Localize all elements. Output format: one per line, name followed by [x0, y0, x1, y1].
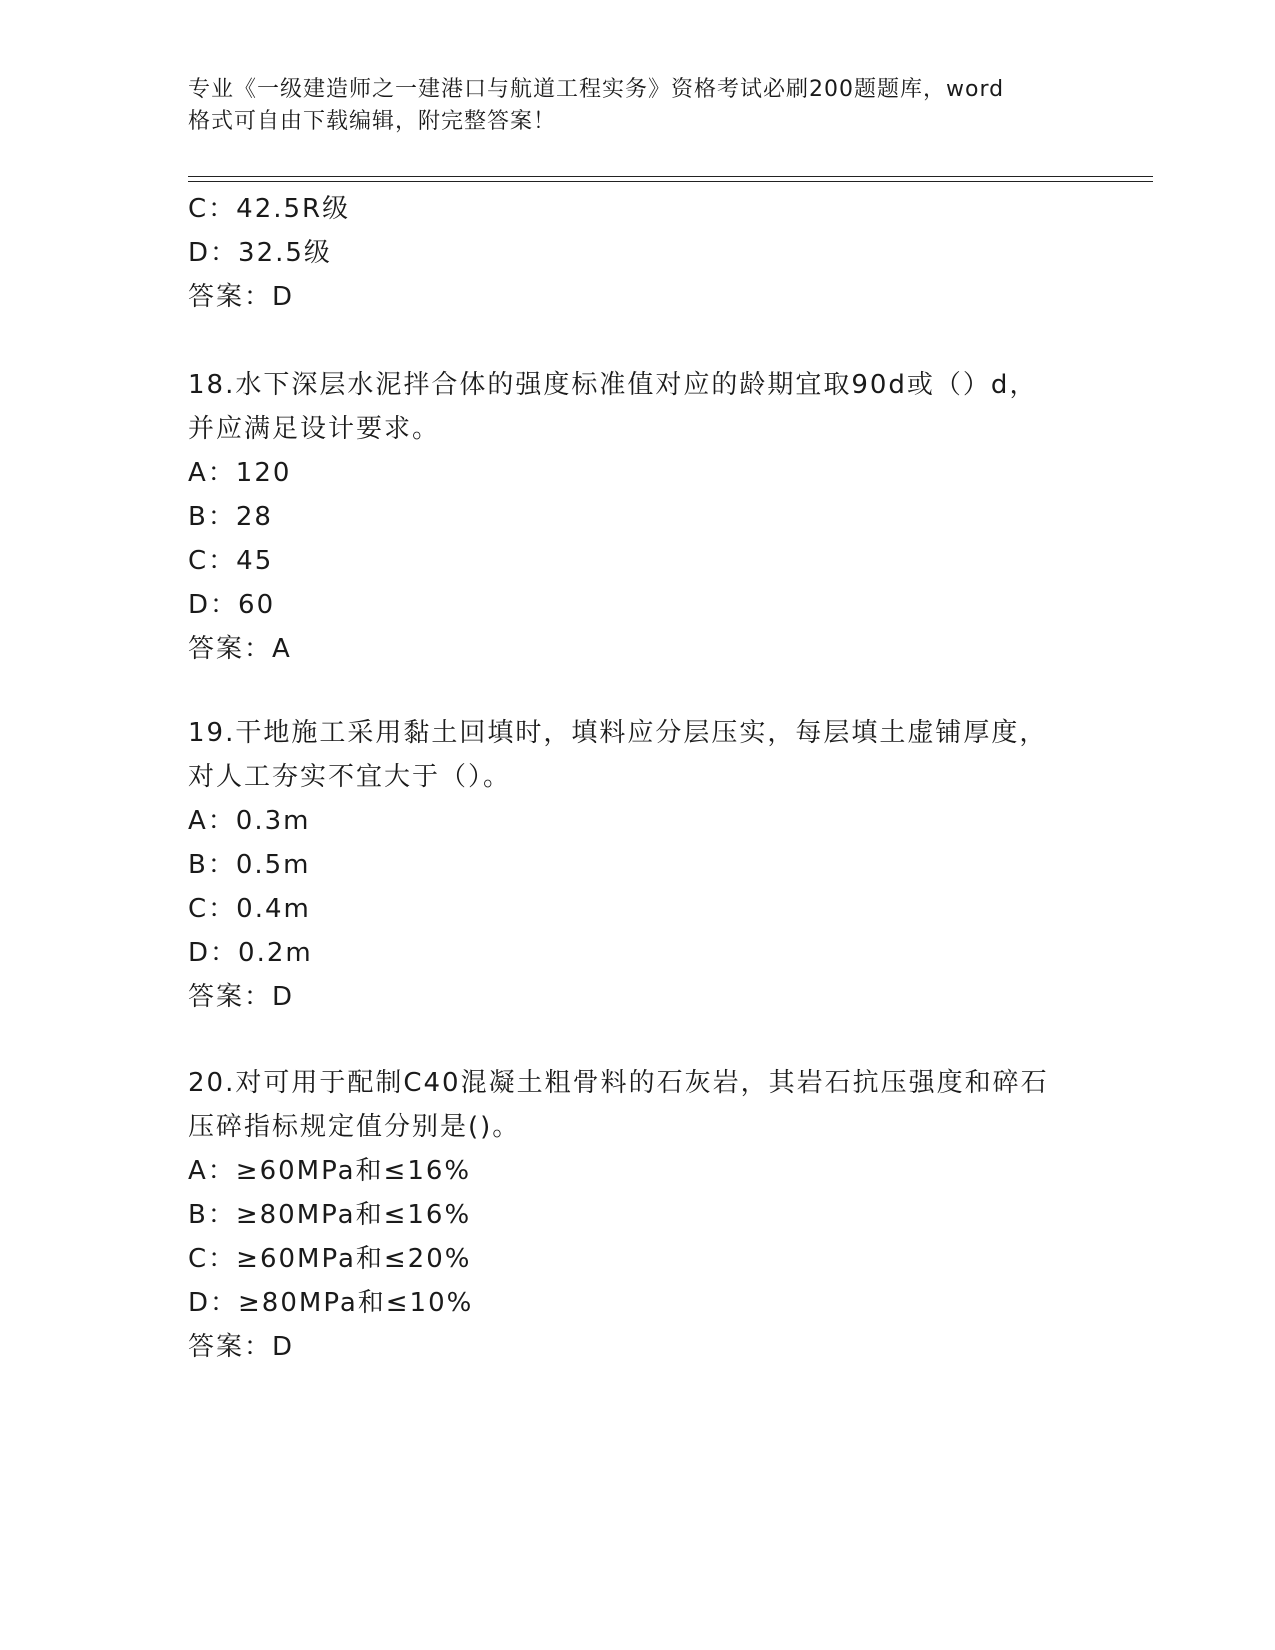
header-line-2: 格式可自由下载编辑，附完整答案！ — [188, 109, 557, 134]
question-20-answer: 答案：D — [188, 1332, 295, 1362]
question-18-stem-line-2: 并应满足设计要求。 — [188, 414, 441, 444]
question-19-answer: 答案：D — [188, 982, 295, 1012]
question-19-option-c: C：0.4m — [188, 894, 311, 924]
question-20-option-a: A：≥60MPa和≤16% — [188, 1156, 472, 1186]
question-19-option-a: A：0.3m — [188, 806, 311, 836]
answer-line: 答案：D — [188, 282, 295, 312]
question-18-option-a: A：120 — [188, 458, 292, 488]
question-20-option-b: B：≥80MPa和≤16% — [188, 1200, 472, 1230]
question-18-option-c: C：45 — [188, 546, 274, 576]
question-19-option-b: B：0.5m — [188, 850, 311, 880]
question-19-option-d: D：0.2m — [188, 938, 313, 968]
question-18-option-b: B：28 — [188, 502, 273, 532]
header-divider-bottom — [188, 181, 1153, 182]
question-18-option-d: D：60 — [188, 590, 276, 620]
question-20-stem-line-1: 20.对可用于配制C40混凝土粗骨料的石灰岩，其岩石抗压强度和碎石 — [188, 1068, 1049, 1098]
question-20-option-d: D：≥80MPa和≤10% — [188, 1288, 474, 1318]
option-d: D：32.5级 — [188, 238, 332, 268]
document-header — [188, 74, 1088, 138]
option-c: C：42.5R级 — [188, 194, 351, 224]
question-18-answer: 答案：A — [188, 634, 292, 664]
question-19-stem-line-1: 19.干地施工采用黏土回填时，填料应分层压实，每层填土虚铺厚度， — [188, 718, 1048, 748]
question-20-stem-line-2: 压碎指标规定值分别是()。 — [188, 1112, 521, 1142]
question-19-stem-line-2: 对人工夯实不宜大于（）。 — [188, 762, 512, 792]
header-divider-top — [188, 176, 1153, 177]
header-line-1: 专业《一级建造师之一建港口与航道工程实务》资格考试必刷200题题库，word — [188, 77, 1005, 102]
question-20-option-c: C：≥60MPa和≤20% — [188, 1244, 472, 1274]
question-18-stem-line-1: 18.水下深层水泥拌合体的强度标准值对应的龄期宜取90d或（）d， — [188, 370, 1038, 400]
